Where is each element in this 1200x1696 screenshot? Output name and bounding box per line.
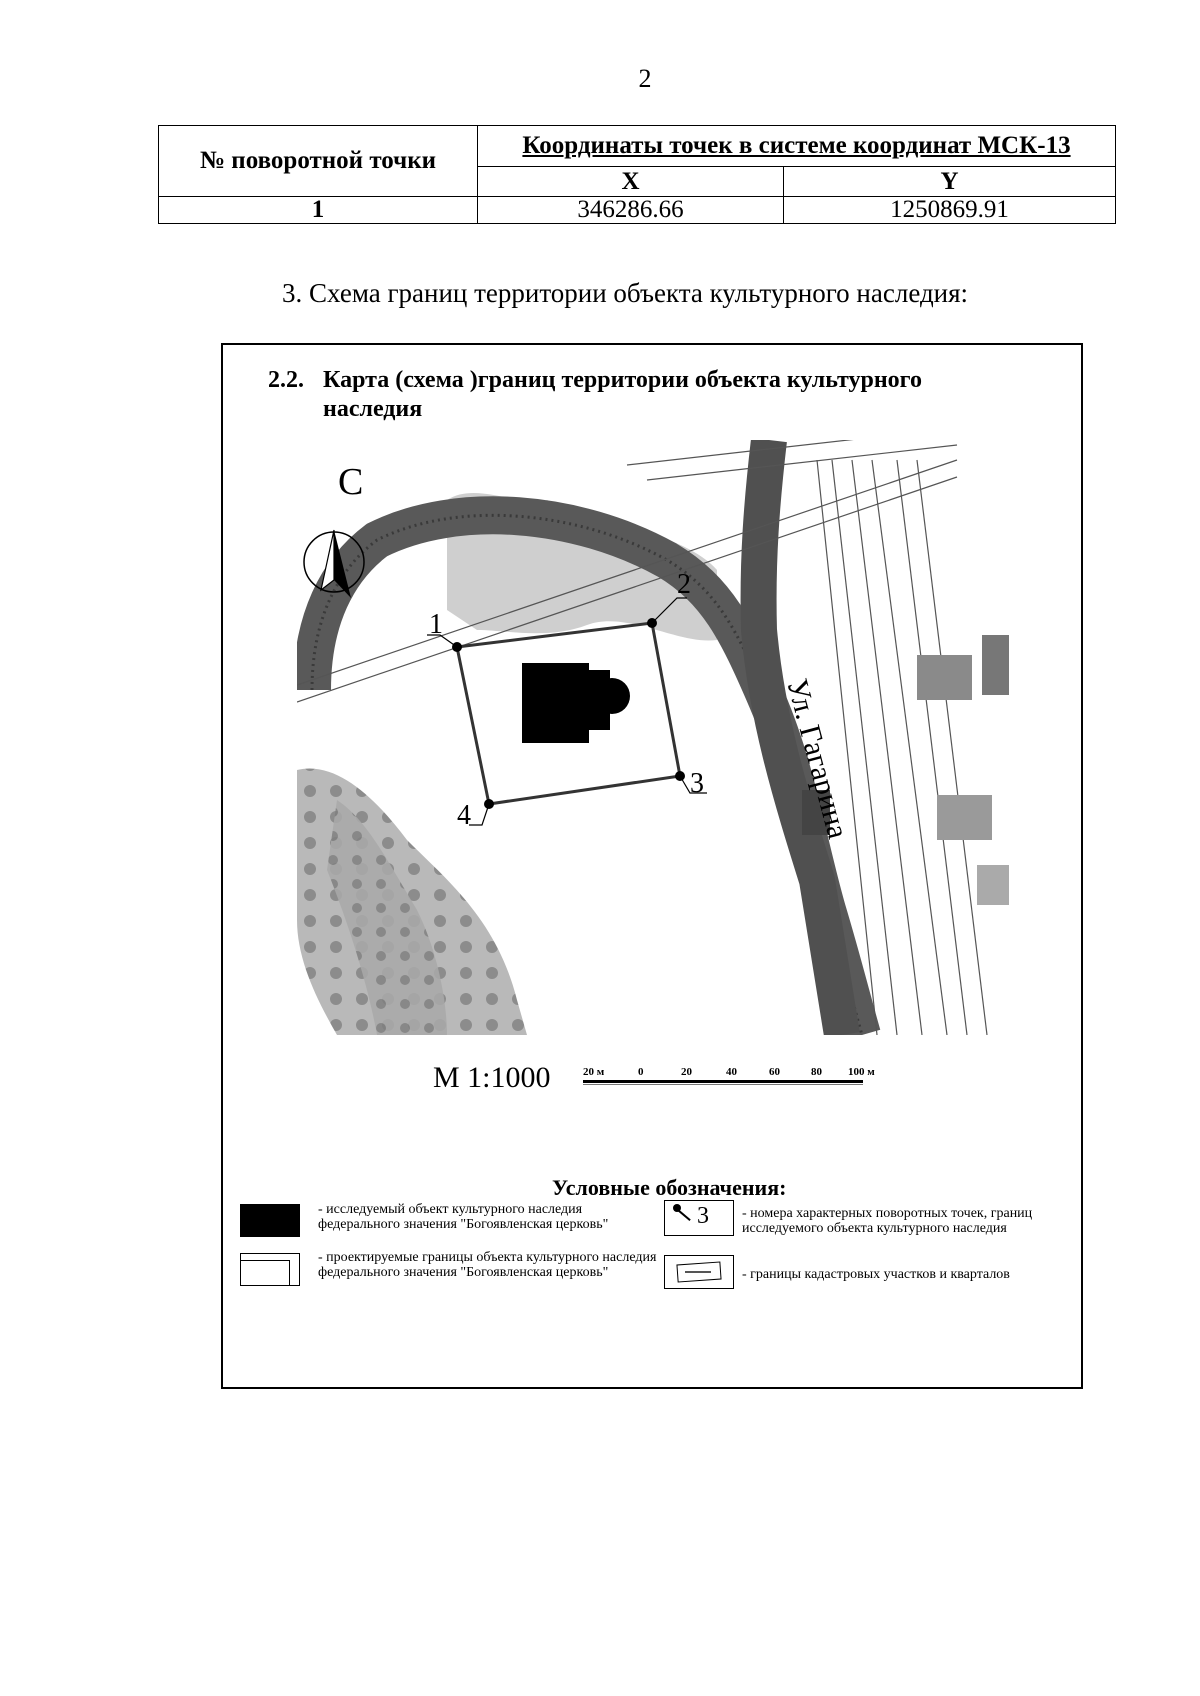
point-label-1: 1 — [429, 609, 443, 640]
section-heading: 3. Схема границ территории объекта культурного наследия: — [282, 278, 969, 308]
filled-black-rect-icon — [240, 1204, 300, 1237]
point-label-2: 2 — [677, 569, 691, 600]
legend-text-cadastral: - границы кадастровых участков и кварталов — [742, 1267, 1010, 1282]
header-y: Y — [784, 167, 1116, 197]
north-letter: С — [338, 461, 364, 503]
scale-tick: 100 м — [848, 1066, 875, 1078]
header-coordinates: Координаты точек в системе координат МСК-13 — [478, 126, 1116, 167]
scale-tick: 0 — [638, 1066, 644, 1078]
scale-tick: 60 — [769, 1066, 780, 1078]
legend-text-object: - исследуемый объект культурного наследия федерального значения "Богоявленская церковь" — [318, 1202, 609, 1232]
street-label: Ул. Гагарина — [780, 675, 855, 843]
map-title — [268, 366, 922, 424]
building — [937, 795, 992, 840]
table-row — [159, 197, 1116, 224]
scale-bar — [583, 1066, 913, 1090]
map-title-number: 2.2. — [268, 367, 304, 393]
cell-y: 1250869.91 — [784, 197, 1116, 224]
cell-x: 346286.66 — [478, 197, 784, 224]
site-map — [297, 440, 1009, 1035]
cell-point: 1 — [159, 197, 478, 224]
map-title-line1: Карта (схема )границ территории объекта культурного — [323, 367, 922, 393]
header-point-number: № поворотной точки — [159, 126, 478, 197]
page-number: 2 — [638, 64, 652, 93]
legend-heading: Условные обозначения: — [552, 1175, 787, 1200]
building — [917, 655, 972, 700]
header-x: X — [478, 167, 784, 197]
building — [977, 865, 1009, 905]
legend-text-points: - номера характерных поворотных точек, границ исследуемого объекта культурного наследия — [742, 1206, 1033, 1236]
scale-tick: 40 — [726, 1066, 737, 1078]
map-title-line2: наследия — [323, 396, 423, 422]
boundary-rect-icon — [240, 1253, 300, 1286]
scale-bar-line — [583, 1080, 863, 1083]
scale-tick: 20 — [681, 1066, 692, 1078]
scale-tick: 20 м — [583, 1066, 605, 1078]
point-number-icon — [664, 1200, 734, 1236]
point-label-4: 4 — [457, 800, 471, 831]
cadastral-boundary-icon — [664, 1255, 734, 1289]
legend-text-boundary: - проектируемые границы объекта культурного наследия федерального значения "Богоявленская церковь" — [318, 1250, 657, 1280]
building — [982, 635, 1009, 695]
scale-tick: 80 — [811, 1066, 822, 1078]
coordinates-table — [158, 125, 1116, 224]
legend-point-label: 3 — [697, 1203, 709, 1229]
point-label-3: 3 — [690, 768, 704, 799]
scale-label: М 1:1000 — [433, 1061, 551, 1094]
